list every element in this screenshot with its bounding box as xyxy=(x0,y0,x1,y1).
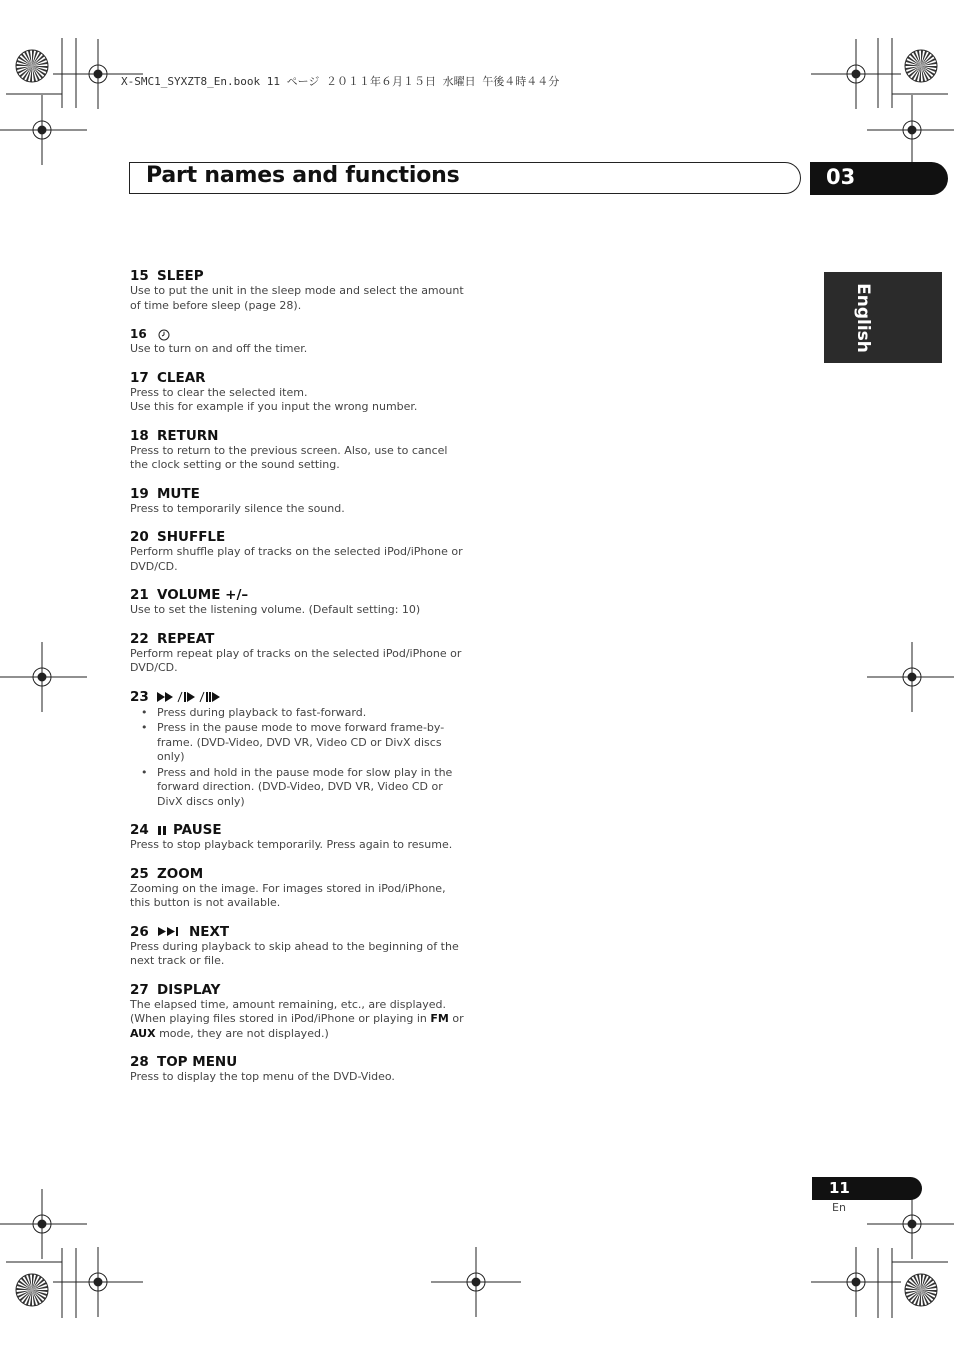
item-name: TOP MENU xyxy=(157,1054,238,1070)
item-number: 22 xyxy=(130,630,149,647)
print-info-line: X-SMC1_SYXZT8_En.book 11 ページ ２０１１年６月１５日 水曜日 午後４時４４分 xyxy=(121,75,560,88)
item-number: 20 xyxy=(130,529,149,545)
item-description: Perform shuffle play of tracks on the selected iPod/iPhone or DVD/CD. xyxy=(130,545,463,573)
item-number: 27 xyxy=(130,981,149,998)
registration-rosette xyxy=(905,1274,937,1306)
page-language: En xyxy=(832,1201,846,1214)
item-number: 23 xyxy=(130,688,149,705)
registration-rosette xyxy=(16,50,48,82)
registration-rosette xyxy=(16,1274,48,1306)
item-name: PAUSE xyxy=(173,822,222,838)
item-description: Perform repeat play of tracks on the selected iPod/iPhone or DVD/CD. xyxy=(130,646,462,674)
item-description: The elapsed time, amount remaining, etc., are displayed. xyxy=(130,997,447,1011)
bullet-item: • Press and hold in the pause mode for slow play in the forward direction. (DVD-Video, DVD VR, Video CD or DivX discs only) xyxy=(130,766,465,810)
crosshair-mark xyxy=(53,1247,143,1317)
chapter-number: 03 xyxy=(826,165,856,189)
item-description: Use to set the listening volume. (Default setting: 10) xyxy=(130,603,421,616)
list-item xyxy=(130,1054,465,1085)
crosshair-mark xyxy=(867,642,954,712)
list-item xyxy=(130,428,465,473)
desc-text: or xyxy=(448,1012,464,1025)
item-number: 19 xyxy=(130,485,149,502)
item-name: MUTE xyxy=(157,485,200,502)
bullet-item: • Press during playback to fast-forward. xyxy=(130,706,465,721)
item-description: Use to put the unit in the sleep mode and select the amount of time before sleep (page 28). xyxy=(130,284,464,312)
crosshair-mark xyxy=(867,95,954,165)
next-icon xyxy=(157,926,187,937)
list-item xyxy=(130,529,465,574)
list-item xyxy=(130,822,465,853)
item-name: SLEEP xyxy=(157,268,204,284)
crosshair-mark xyxy=(811,1247,901,1317)
item-number: 18 xyxy=(130,427,149,444)
timer-icon xyxy=(157,328,171,342)
fast-forward-slow-play-icon xyxy=(157,691,233,703)
language-tab-label: English xyxy=(853,283,874,353)
aux-label: AUX xyxy=(130,1026,156,1040)
crosshair-mark xyxy=(811,39,901,109)
item-description-2: Use this for example if you input the wrong number. xyxy=(130,400,418,413)
item-name: DISPLAY xyxy=(157,981,221,998)
language-tab-label-wrap xyxy=(853,280,873,356)
bullet-item: • Press in the pause mode to move forward frame-by-frame. (DVD-Video, DVD VR, Video CD or DivX discs only) xyxy=(130,721,465,765)
list-item xyxy=(130,587,465,618)
item-name: SHUFFLE xyxy=(157,529,226,545)
item-description: Press to stop playback temporarily. Press again to resume. xyxy=(130,838,453,851)
item-number: 25 xyxy=(130,865,149,882)
crosshair-mark xyxy=(0,95,87,165)
item-name: REPEAT xyxy=(157,630,215,647)
item-name: RETURN xyxy=(157,427,219,444)
list-item xyxy=(130,982,465,1042)
item-number: 26 xyxy=(130,923,149,940)
item-description: Press to display the top menu of the DVD-Video. xyxy=(130,1070,395,1083)
item-description-2 xyxy=(130,1012,465,1041)
item-name: ZOOM xyxy=(157,865,204,882)
item-name: NEXT xyxy=(189,923,230,940)
desc-text: mode, they are not displayed.) xyxy=(155,1026,329,1040)
item-description: Zooming on the image. For images stored in iPod/iPhone, this button is not available. xyxy=(130,881,446,909)
crosshair-mark xyxy=(0,1189,87,1259)
list-item xyxy=(130,631,465,676)
crosshair-mark xyxy=(431,1247,521,1317)
item-number: 17 xyxy=(130,369,149,386)
item-number: 15 xyxy=(130,268,149,284)
list-item xyxy=(130,924,465,969)
item-description: Press to clear the selected item. xyxy=(130,385,308,399)
list-item xyxy=(130,326,465,357)
language-tab xyxy=(824,272,942,363)
item-name: VOLUME +/– xyxy=(157,587,249,603)
crosshair-mark xyxy=(0,642,87,712)
item-description: Press to return to the previous screen. Also, use to cancel the clock setting or the sound setting. xyxy=(130,443,448,471)
list-item xyxy=(130,689,465,810)
list-item xyxy=(130,268,465,313)
registration-rosette xyxy=(905,50,937,82)
list-item xyxy=(130,866,465,911)
item-number: 28 xyxy=(130,1054,149,1070)
page-number: 11 xyxy=(829,1179,850,1197)
item-number: 24 xyxy=(130,822,149,838)
item-number: 21 xyxy=(130,587,149,603)
list-item xyxy=(130,486,465,517)
item-number: 16 xyxy=(130,327,147,341)
list-item xyxy=(130,370,465,415)
item-name: CLEAR xyxy=(157,369,206,386)
pause-icon xyxy=(157,825,171,836)
fm-label: FM xyxy=(430,1012,449,1025)
desc-text: (When playing files stored in iPod/iPhone or playing in xyxy=(130,1012,431,1025)
item-description: Press during playback to skip ahead to the beginning of the next track or file. xyxy=(130,939,459,967)
item-description: Press to temporarily silence the sound. xyxy=(130,501,345,515)
item-bullets xyxy=(130,706,465,810)
item-list xyxy=(130,268,465,1098)
page-title: Part names and functions xyxy=(146,163,460,188)
item-description: Use to turn on and off the timer. xyxy=(130,342,308,355)
